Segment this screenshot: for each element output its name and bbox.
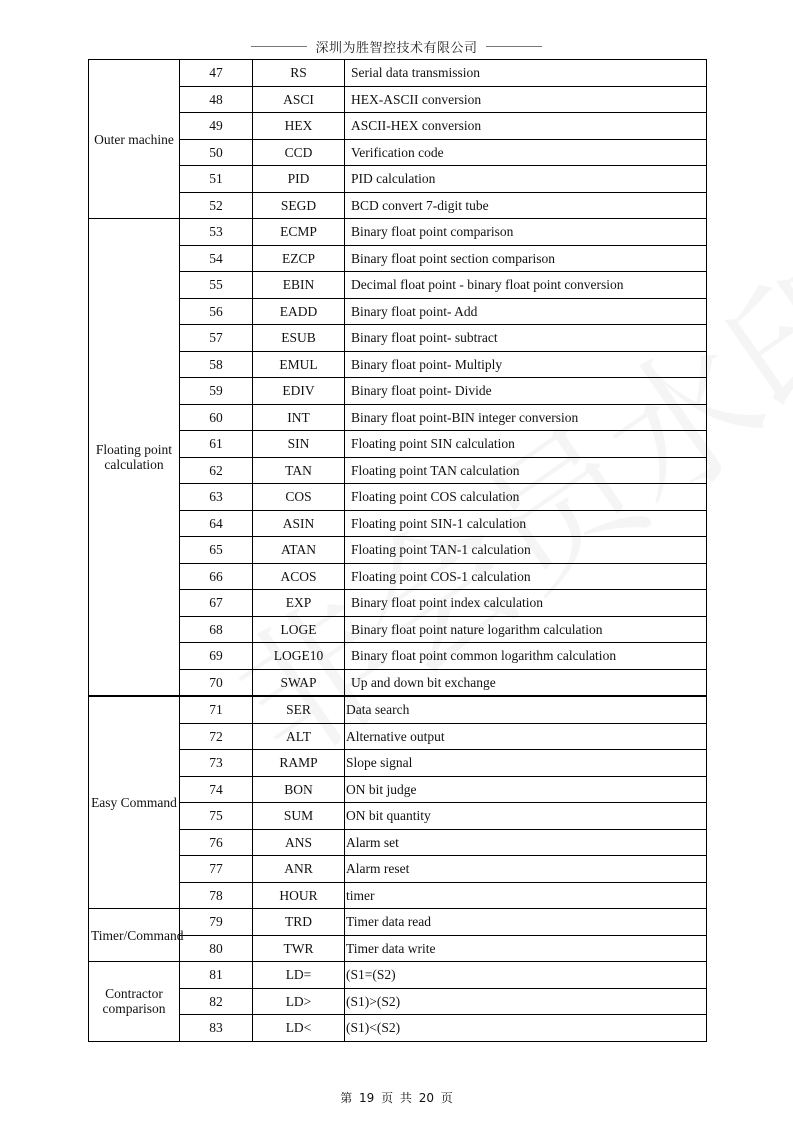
instruction-code: EZCP (253, 245, 345, 272)
instruction-description: Binary float point section comparison (345, 245, 707, 272)
table-row (89, 669, 707, 696)
table-row (89, 404, 707, 431)
instruction-number: 82 (180, 988, 253, 1015)
table-row (89, 351, 707, 378)
instruction-number: 48 (180, 86, 253, 113)
instruction-code: LOGE (253, 616, 345, 643)
instruction-code: SEGD (253, 192, 345, 219)
instruction-code: EXP (253, 590, 345, 617)
instruction-code: EDIV (253, 378, 345, 405)
table-row (89, 325, 707, 352)
instruction-number: 49 (180, 113, 253, 140)
instruction-code: TAN (253, 457, 345, 484)
page-number: 第 19 页 共 20 页 (340, 1091, 453, 1105)
instruction-code: EMUL (253, 351, 345, 378)
instruction-description: HEX-ASCII conversion (345, 86, 707, 113)
table-row (89, 60, 707, 87)
table-row (89, 590, 707, 617)
instruction-description: Binary float point- Add (345, 298, 707, 325)
instruction-code: ACOS (253, 563, 345, 590)
instruction-number: 63 (180, 484, 253, 511)
instruction-code: SIN (253, 431, 345, 458)
instruction-number: 57 (180, 325, 253, 352)
instruction-number: 56 (180, 298, 253, 325)
instruction-code: HOUR (253, 882, 345, 909)
instruction-description: Floating point TAN calculation (345, 457, 707, 484)
table-row (89, 86, 707, 113)
instruction-number: 66 (180, 563, 253, 590)
instruction-code: CCD (253, 139, 345, 166)
instruction-number: 79 (180, 909, 253, 936)
instruction-code: LD> (253, 988, 345, 1015)
instruction-description: ON bit quantity (345, 803, 707, 830)
table-row (89, 272, 707, 299)
header-rule-right (486, 46, 542, 47)
instruction-code: TWR (253, 935, 345, 962)
table-row (89, 298, 707, 325)
instruction-number: 47 (180, 60, 253, 87)
instruction-description: Alternative output (345, 723, 707, 750)
instruction-code: EADD (253, 298, 345, 325)
instruction-number: 59 (180, 378, 253, 405)
instruction-description: Binary float point index calculation (345, 590, 707, 617)
instruction-description: BCD convert 7-digit tube (345, 192, 707, 219)
instruction-description: Floating point COS-1 calculation (345, 563, 707, 590)
instruction-number: 61 (180, 431, 253, 458)
instruction-description: Binary float point nature logarithm calculation (345, 616, 707, 643)
instruction-table (88, 59, 707, 1042)
instruction-description: Alarm set (345, 829, 707, 856)
instruction-description: ON bit judge (345, 776, 707, 803)
instruction-code: ECMP (253, 219, 345, 246)
table-row (89, 563, 707, 590)
instruction-number: 58 (180, 351, 253, 378)
instruction-description: Binary float point- Multiply (345, 351, 707, 378)
instruction-code: SER (253, 696, 345, 723)
instruction-number: 53 (180, 219, 253, 246)
table-row (89, 484, 707, 511)
instruction-code: SUM (253, 803, 345, 830)
table-row (89, 723, 707, 750)
table-row (89, 192, 707, 219)
instruction-number: 76 (180, 829, 253, 856)
instruction-code: ATAN (253, 537, 345, 564)
instruction-number: 69 (180, 643, 253, 670)
category-cell: Outer machine (89, 60, 180, 219)
instruction-description: Binary float point common logarithm calculation (345, 643, 707, 670)
table-row (89, 829, 707, 856)
table-row (89, 510, 707, 537)
instruction-description: Up and down bit exchange (345, 669, 707, 696)
instruction-description: Floating point COS calculation (345, 484, 707, 511)
category-cell: Easy Command (89, 696, 180, 909)
instruction-code: ANR (253, 856, 345, 883)
instruction-description: (S1)>(S2) (345, 988, 707, 1015)
instruction-number: 77 (180, 856, 253, 883)
instruction-number: 83 (180, 1015, 253, 1042)
instruction-code: INT (253, 404, 345, 431)
instruction-number: 73 (180, 750, 253, 777)
instruction-number: 70 (180, 669, 253, 696)
table-row (89, 166, 707, 193)
instruction-description: Binary float point-BIN integer conversion (345, 404, 707, 431)
instruction-description: Decimal float point - binary float point conversion (345, 272, 707, 299)
table-row (89, 909, 707, 936)
table-row (89, 856, 707, 883)
table-row (89, 776, 707, 803)
instruction-number: 78 (180, 882, 253, 909)
table-row (89, 457, 707, 484)
table-row (89, 245, 707, 272)
instruction-description: Timer data write (345, 935, 707, 962)
table-row (89, 750, 707, 777)
instruction-description: Floating point TAN-1 calculation (345, 537, 707, 564)
table-row (89, 803, 707, 830)
table-row (89, 962, 707, 989)
table-row (89, 1015, 707, 1042)
table-row (89, 113, 707, 140)
instruction-code: ESUB (253, 325, 345, 352)
category-cell: Contractor comparison (89, 962, 180, 1042)
instruction-number: 54 (180, 245, 253, 272)
table-row (89, 988, 707, 1015)
instruction-code: PID (253, 166, 345, 193)
instruction-number: 81 (180, 962, 253, 989)
table-row (89, 882, 707, 909)
instruction-description: Binary float point comparison (345, 219, 707, 246)
instruction-number: 55 (180, 272, 253, 299)
instruction-code: BON (253, 776, 345, 803)
instruction-number: 71 (180, 696, 253, 723)
instruction-description: Serial data transmission (345, 60, 707, 87)
instruction-code: TRD (253, 909, 345, 936)
table-row (89, 219, 707, 246)
instruction-number: 80 (180, 935, 253, 962)
instruction-description: timer (345, 882, 707, 909)
instruction-number: 60 (180, 404, 253, 431)
instruction-description: Floating point SIN-1 calculation (345, 510, 707, 537)
instruction-code: EBIN (253, 272, 345, 299)
instruction-number: 50 (180, 139, 253, 166)
table-row (89, 537, 707, 564)
instruction-code: SWAP (253, 669, 345, 696)
table-row (89, 696, 707, 723)
header-rule-left (251, 46, 307, 47)
instruction-description: Binary float point- subtract (345, 325, 707, 352)
instruction-number: 74 (180, 776, 253, 803)
instruction-description: ASCII-HEX conversion (345, 113, 707, 140)
instruction-number: 52 (180, 192, 253, 219)
instruction-description: Data search (345, 696, 707, 723)
instruction-code: LD< (253, 1015, 345, 1042)
instruction-code: HEX (253, 113, 345, 140)
instruction-code: RS (253, 60, 345, 87)
category-cell: Timer/Command (89, 909, 180, 962)
table-row (89, 378, 707, 405)
category-cell: Floating point calculation (89, 219, 180, 697)
instruction-code: ASCI (253, 86, 345, 113)
instruction-code: ANS (253, 829, 345, 856)
page-header (0, 36, 793, 56)
instruction-description: PID calculation (345, 166, 707, 193)
table-row (89, 616, 707, 643)
instruction-code: RAMP (253, 750, 345, 777)
company-name: 深圳为胜智控技术有限公司 (315, 40, 478, 56)
table-row (89, 139, 707, 166)
instruction-code: ALT (253, 723, 345, 750)
instruction-number: 62 (180, 457, 253, 484)
instruction-description: Alarm reset (345, 856, 707, 883)
instruction-code: ASIN (253, 510, 345, 537)
instruction-number: 68 (180, 616, 253, 643)
instruction-number: 51 (180, 166, 253, 193)
instruction-number: 65 (180, 537, 253, 564)
instruction-number: 64 (180, 510, 253, 537)
instruction-description: Timer data read (345, 909, 707, 936)
instruction-description: (S1)<(S2) (345, 1015, 707, 1042)
instruction-number: 75 (180, 803, 253, 830)
table-row (89, 643, 707, 670)
instruction-description: Binary float point- Divide (345, 378, 707, 405)
instruction-number: 72 (180, 723, 253, 750)
instruction-code: LD= (253, 962, 345, 989)
instruction-code: COS (253, 484, 345, 511)
instruction-code: LOGE10 (253, 643, 345, 670)
instruction-description: (S1=(S2) (345, 962, 707, 989)
instruction-description: Verification code (345, 139, 707, 166)
instruction-number: 67 (180, 590, 253, 617)
instruction-description: Slope signal (345, 750, 707, 777)
table-row (89, 431, 707, 458)
instruction-description: Floating point SIN calculation (345, 431, 707, 458)
